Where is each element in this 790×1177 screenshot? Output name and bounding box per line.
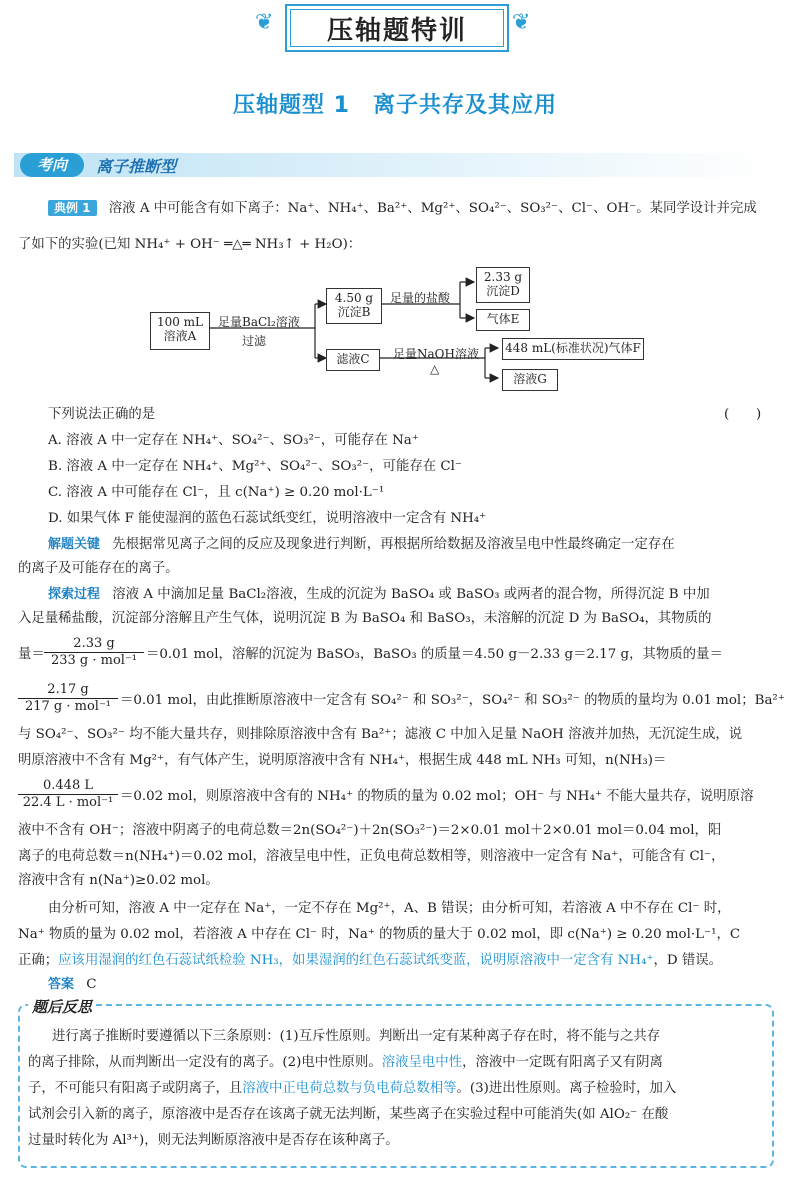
key-line-2: 的离子及可能存在的离子。	[18, 561, 179, 576]
analysis-line-1: 由分析可知，溶液 A 中一定存在 Na⁺，一定不存在 Mg²⁺，A、B 错误；由分析可知，若溶液 A 中不存在 Cl⁻ 时，	[48, 901, 731, 916]
step3-label: 足量NaOH溶液	[393, 347, 479, 361]
node-solution-a	[150, 312, 210, 350]
answer-line	[48, 976, 97, 993]
fraction-3-den: 22.4 L · mol⁻¹	[22, 795, 114, 810]
analysis-highlight: 应该用湿润的红色石蕊试纸检验 NH₃，如果湿润的红色石蕊试纸变蓝，说明原溶液中一定含有 NH₄⁺	[58, 953, 654, 968]
fraction-2-den: 217 g · mol⁻¹	[24, 699, 112, 714]
explore-line-3: ＝0.01 mol，溶解的沉淀为 BaSO₃，BaSO₃ 的质量＝4.50 g－2.33 g＝2.17 g，其物质的量＝	[146, 647, 723, 662]
reflection-line-2-prefix: 的离子排除，从而判断出一定没有的离子。(2)电中性原则。	[28, 1055, 382, 1070]
node-ppt-b-label: 沉淀B	[337, 305, 371, 319]
fraction-3-num: 0.448 L	[18, 778, 118, 795]
node-solution-a-volume: 100 mL	[156, 315, 204, 329]
analysis-line-3-prefix: 正确；	[18, 953, 59, 968]
right-ornament-icon: ❦	[512, 10, 531, 35]
reflection-highlight-1: 溶液呈电中性	[381, 1055, 463, 1070]
example-line-1	[48, 200, 757, 217]
example-line-2: 了如下的实验(已知 NH₄⁺ + OH⁻ ═△═ NH₃↑ + H₂O)：	[18, 237, 362, 252]
left-ornament-icon: ❦	[255, 10, 274, 35]
reflection-line-3-prefix: 子，不可能只有阳离子或阴离子，且	[28, 1081, 243, 1096]
explore-line-5: 与 SO₄²⁻、SO₃²⁻ 均不能大量共存，则排除原溶液中含有 Ba²⁺；滤液 C 中加入足量 NaOH 溶液并加热，无沉淀生成，说	[18, 727, 743, 742]
explore-label: 探索过程	[48, 587, 101, 602]
fraction-3	[18, 778, 118, 811]
node-ppt-d	[476, 267, 530, 303]
explore-line-2: 入足量稀盐酸，沉淀部分溶解且产生气体，说明沉淀 B 为 BaSO₄ 和 BaSO₃，未溶解的沉淀 D 为 BaSO₄，其物质的	[18, 611, 712, 626]
step1-sub: 过滤	[242, 334, 267, 348]
explore-line-8: 液中不含有 OH⁻；溶液中阴离子的电荷总数＝2n(SO₄²⁻)＋2n(SO₃²⁻)＝2×0.01 mol＋2×0.01 mol＝0.04 mol，阳	[18, 823, 722, 838]
key-line-1	[48, 536, 675, 553]
reflection-line-2-suffix: ，溶液中一定既有阳离子又有阴离	[462, 1055, 663, 1070]
analysis-line-2: Na⁺ 物质的量为 0.02 mol，若溶液 A 中存在 Cl⁻ 时，Na⁺ 的物质的量大于 0.02 mol，即 c(Na⁺) ≥ 0.20 mol·L⁻¹，C	[18, 927, 741, 942]
reflection-line-3	[28, 1080, 676, 1097]
example-tag: 典例 1	[48, 200, 97, 216]
reflection-highlight-2: 溶液中正电荷总数与负电荷总数相等	[242, 1081, 457, 1096]
topic-label: 考向	[20, 153, 84, 177]
node-ppt-d-label: 沉淀D	[486, 284, 520, 298]
key-text-1: 先根据常见离子之间的反应及现象进行判断，再根据所给数据及溶液呈电中性最终确定一定存在	[112, 537, 675, 552]
explore-line-10: 溶液中含有 n(Na⁺)≥0.02 mol。	[18, 873, 219, 888]
section-title: 压轴题型 1 离子共存及其应用	[233, 93, 557, 118]
reflection-title: 题后反思	[28, 996, 96, 1017]
explore-line-7: ＝0.02 mol，则原溶液中含有的 NH₄⁺ 的物质的量为 0.02 mol；OH⁻ 与 NH₄⁺ 不能大量共存，说明原溶	[120, 789, 754, 804]
option-b: B. 溶液 A 中一定存在 NH₄⁺、Mg²⁺、SO₄²⁻、SO₃²⁻，可能存在 Cl⁻	[48, 459, 462, 474]
reflection-line-4: 试剂会引入新的离子，原溶液中是否存在该离子就无法判断，某些离子在实验过程中可能消失(如 AlO₂⁻ 在酸	[28, 1107, 669, 1122]
fraction-1-den: 233 g · mol⁻¹	[50, 653, 138, 668]
node-gas-e: 气体E	[476, 309, 530, 331]
node-gas-f: 448 mL(标准状况)气体F	[502, 338, 644, 360]
fraction-1	[44, 636, 144, 669]
node-ppt-b	[326, 288, 382, 324]
explore-line-3-prefix: 量＝	[18, 647, 45, 662]
fraction-2-num: 2.17 g	[18, 682, 118, 699]
node-filtrate-c: 滤液C	[326, 349, 380, 371]
fraction-1-num: 2.33 g	[44, 636, 144, 653]
explore-text-1: 溶液 A 中滴加足量 BaCl₂溶液，生成的沉淀为 BaSO₄ 或 BaSO₃ 或两者的混合物，所得沉淀 B 中加	[112, 587, 710, 602]
step3-heat: △	[430, 362, 440, 376]
reflection-line-1: 进行离子推断时要遵循以下三条原则：(1)互斥性原则。判断出一定有某种离子存在时，将不能与之共存	[52, 1029, 661, 1044]
fraction-2	[18, 682, 118, 715]
explore-line-4: ＝0.01 mol，由此推断原溶液中一定含有 SO₄²⁻ 和 SO₃²⁻，SO₄²⁻ 和 SO₃²⁻ 的物质的量均为 0.01 mol；Ba²⁺	[120, 693, 785, 708]
step2-label: 足量的盐酸	[390, 291, 451, 305]
example-text-1: 溶液 A 中可能含有如下离子：Na⁺、NH₄⁺、Ba²⁺、Mg²⁺、SO₄²⁻、SO₃²⁻、Cl⁻、OH⁻。某同学设计并完成	[108, 201, 757, 216]
analysis-line-3	[18, 952, 722, 969]
node-solution-a-label: 溶液A	[163, 329, 197, 343]
step1-label: 足量BaCl₂溶液	[218, 315, 300, 329]
reflection-line-3-suffix: 。(3)进出性原则。离子检验时，加入	[456, 1081, 677, 1096]
node-ppt-b-mass: 4.50 g	[334, 291, 374, 305]
question-stem: 下列说法正确的是	[48, 407, 156, 422]
node-ppt-d-mass: 2.33 g	[483, 270, 523, 284]
page-header-title: 压轴题特训	[326, 16, 467, 46]
key-label: 解题关键	[48, 537, 101, 552]
analysis-line-3-suffix: ，D 错误。	[653, 953, 723, 968]
answer-value: C	[86, 977, 97, 992]
reflection-line-2	[28, 1054, 663, 1071]
explore-line-9: 离子的电荷总数＝n(NH₄⁺)＝0.02 mol，溶液呈电中性，正负电荷总数相等，则溶液中一定含有 Na⁺，可能含有 Cl⁻，	[18, 849, 725, 864]
node-solution-g: 溶液G	[502, 369, 558, 391]
answer-label: 答案	[48, 977, 75, 992]
option-c: C. 溶液 A 中可能存在 Cl⁻，且 c(Na⁺) ≥ 0.20 mol·L⁻¹	[48, 485, 385, 500]
explore-line-1	[48, 586, 710, 603]
explore-line-6: 明原溶液中不含有 Mg²⁺，有气体产生，说明原溶液中含有 NH₄⁺，根据生成 448 mL NH₃ 可知，n(NH₃)＝	[18, 753, 667, 768]
topic-name: 离子推断型	[96, 157, 177, 176]
reflection-line-5: 过量时转化为 Al³⁺)，则无法判断原溶液中是否存在该种离子。	[28, 1133, 399, 1148]
answer-paren: ( )	[724, 407, 762, 422]
option-a: A. 溶液 A 中一定存在 NH₄⁺、SO₄²⁻、SO₃²⁻，可能存在 Na⁺	[48, 433, 419, 448]
option-d: D. 如果气体 F 能使湿润的蓝色石蕊试纸变红，说明溶液中一定含有 NH₄⁺	[48, 511, 487, 526]
